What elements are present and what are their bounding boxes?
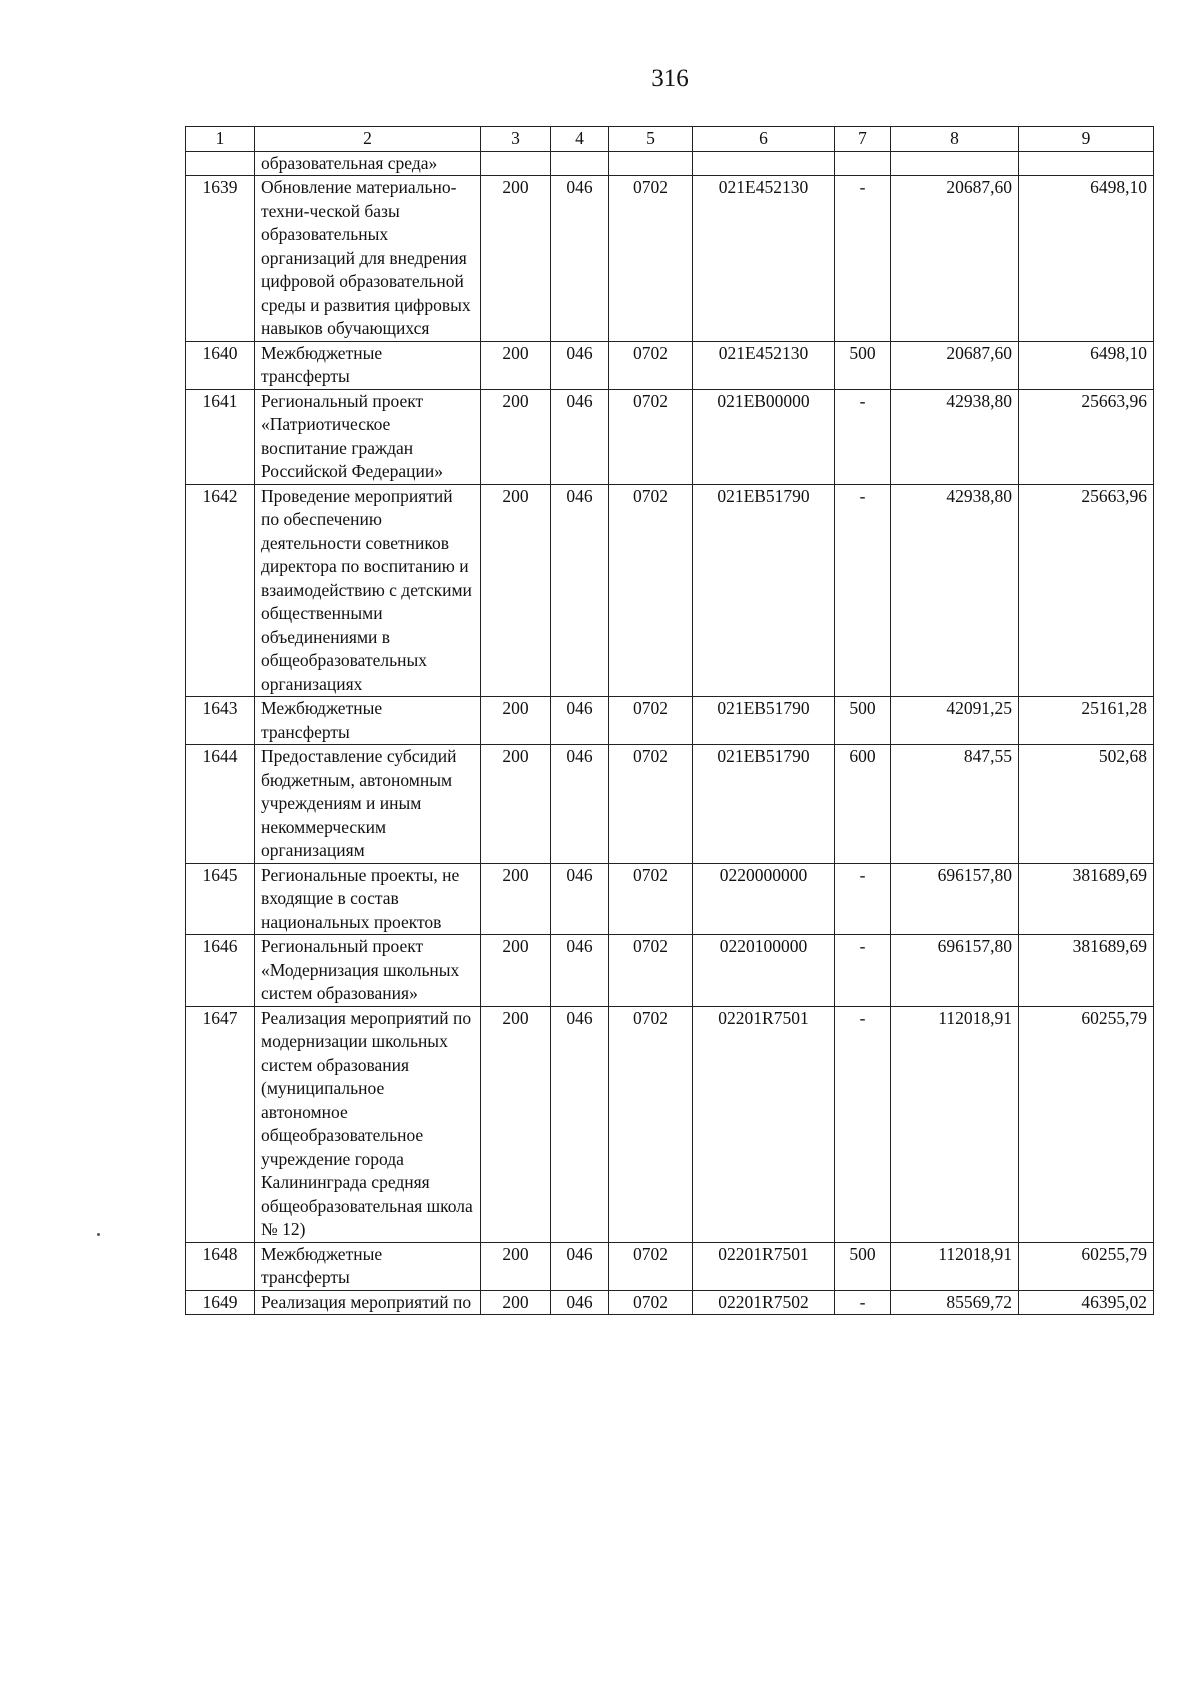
table-row <box>186 1290 1154 1315</box>
column-header: 7 <box>835 127 891 152</box>
cell-col-8: 20687,60 <box>891 176 1019 342</box>
scan-speck <box>97 1233 100 1236</box>
cell-row-number: 1642 <box>186 484 255 697</box>
cell-col-4: 046 <box>551 176 609 342</box>
cell-col-6: 02201R7501 <box>693 1242 835 1290</box>
cell-name: образовательная среда» <box>255 151 481 176</box>
cell-empty <box>693 151 835 176</box>
table-row <box>186 484 1154 697</box>
column-header: 3 <box>481 127 551 152</box>
cell-name: Реализация мероприятий по <box>255 1290 481 1315</box>
cell-empty <box>1019 151 1154 176</box>
cell-col-4: 046 <box>551 697 609 745</box>
cell-col-8: 847,55 <box>891 745 1019 864</box>
column-header: 5 <box>609 127 693 152</box>
table-row <box>186 1006 1154 1242</box>
cell-col-9: 25663,96 <box>1019 389 1154 484</box>
cell-col-4: 046 <box>551 484 609 697</box>
cell-empty <box>551 151 609 176</box>
cell-row-number: 1645 <box>186 863 255 935</box>
column-header: 8 <box>891 127 1019 152</box>
cell-col-9: 60255,79 <box>1019 1242 1154 1290</box>
cell-row-number: 1639 <box>186 176 255 342</box>
column-header: 6 <box>693 127 835 152</box>
cell-col-9: 25663,96 <box>1019 484 1154 697</box>
cell-col-5: 0702 <box>609 1290 693 1315</box>
cell-row-number: 1644 <box>186 745 255 864</box>
cell-col-9: 381689,69 <box>1019 863 1154 935</box>
cell-col-5: 0702 <box>609 484 693 697</box>
cell-num <box>186 151 255 176</box>
cell-col-7: - <box>835 176 891 342</box>
column-header: 2 <box>255 127 481 152</box>
cell-col-6: 021E452130 <box>693 341 835 389</box>
cell-col-4: 046 <box>551 863 609 935</box>
cell-col-3: 200 <box>481 863 551 935</box>
cell-name: Региональные проекты, не входящие в состав национальных проектов <box>255 863 481 935</box>
cell-col-6: 0220000000 <box>693 863 835 935</box>
cell-col-5: 0702 <box>609 697 693 745</box>
cell-col-6: 021E452130 <box>693 176 835 342</box>
cell-col-7: - <box>835 389 891 484</box>
cell-col-6: 0220100000 <box>693 935 835 1007</box>
table-row <box>186 935 1154 1007</box>
table-row <box>186 389 1154 484</box>
cell-row-number: 1647 <box>186 1006 255 1242</box>
cell-col-6: 021EB00000 <box>693 389 835 484</box>
cell-col-3: 200 <box>481 176 551 342</box>
cell-name: Проведение мероприятий по обеспечению деятельности советников директора по воспитанию и взаимодействию с детскими общественными объединениями в общеобразовательных организациях <box>255 484 481 697</box>
table-row <box>186 1242 1154 1290</box>
cell-col-8: 696157,80 <box>891 863 1019 935</box>
cell-empty <box>609 151 693 176</box>
cell-col-4: 046 <box>551 389 609 484</box>
cell-col-3: 200 <box>481 341 551 389</box>
cell-col-3: 200 <box>481 1242 551 1290</box>
cell-name: Региональный проект «Патриотическое воспитание граждан Российской Федерации» <box>255 389 481 484</box>
cell-col-4: 046 <box>551 1290 609 1315</box>
cell-col-3: 200 <box>481 484 551 697</box>
cell-row-number: 1646 <box>186 935 255 1007</box>
cell-col-7: - <box>835 484 891 697</box>
column-header: 9 <box>1019 127 1154 152</box>
header-row <box>186 127 1154 152</box>
cell-col-8: 85569,72 <box>891 1290 1019 1315</box>
cell-col-9: 25161,28 <box>1019 697 1154 745</box>
table-row <box>186 697 1154 745</box>
cell-row-number: 1640 <box>186 341 255 389</box>
cell-col-7: 500 <box>835 341 891 389</box>
cell-empty <box>481 151 551 176</box>
cell-name: Региональный проект «Модернизация школьных систем образования» <box>255 935 481 1007</box>
cell-row-number: 1649 <box>186 1290 255 1315</box>
cell-name: Межбюджетные трансферты <box>255 1242 481 1290</box>
cell-name: Межбюджетные трансферты <box>255 697 481 745</box>
cell-col-8: 42938,80 <box>891 484 1019 697</box>
cell-col-3: 200 <box>481 697 551 745</box>
cell-col-4: 046 <box>551 1006 609 1242</box>
cell-name: Предоставление субсидий бюджетным, автономным учреждениям и иным некоммерческим организациям <box>255 745 481 864</box>
cell-col-3: 200 <box>481 1290 551 1315</box>
column-header: 1 <box>186 127 255 152</box>
cell-col-3: 200 <box>481 389 551 484</box>
cell-row-number: 1643 <box>186 697 255 745</box>
cell-col-8: 112018,91 <box>891 1242 1019 1290</box>
page-number: 316 <box>651 65 689 92</box>
cell-col-6: 021EB51790 <box>693 697 835 745</box>
cell-col-8: 42938,80 <box>891 389 1019 484</box>
cell-col-6: 02201R7501 <box>693 1006 835 1242</box>
cell-col-4: 046 <box>551 745 609 864</box>
cell-col-5: 0702 <box>609 935 693 1007</box>
table-row <box>186 863 1154 935</box>
cell-col-7: 500 <box>835 1242 891 1290</box>
cell-col-9: 381689,69 <box>1019 935 1154 1007</box>
cell-col-9: 6498,10 <box>1019 341 1154 389</box>
cell-col-3: 200 <box>481 935 551 1007</box>
cell-col-9: 502,68 <box>1019 745 1154 864</box>
cell-col-5: 0702 <box>609 745 693 864</box>
cell-col-7: - <box>835 863 891 935</box>
cell-name: Реализация мероприятий по модернизации школьных систем образования (муниципальное автономное общеобразовательное учреждение города Калининграда средняя общеобразовательная школа № 12) <box>255 1006 481 1242</box>
cell-col-7: - <box>835 1006 891 1242</box>
cell-row-number: 1648 <box>186 1242 255 1290</box>
cell-col-7: 500 <box>835 697 891 745</box>
cell-col-3: 200 <box>481 1006 551 1242</box>
cell-col-6: 02201R7502 <box>693 1290 835 1315</box>
cell-col-5: 0702 <box>609 176 693 342</box>
table-row <box>186 341 1154 389</box>
cell-col-7: - <box>835 935 891 1007</box>
cell-col-5: 0702 <box>609 389 693 484</box>
cell-col-6: 021EB51790 <box>693 484 835 697</box>
cell-col-7: 600 <box>835 745 891 864</box>
cell-row-number: 1641 <box>186 389 255 484</box>
cell-col-9: 46395,02 <box>1019 1290 1154 1315</box>
cell-col-5: 0702 <box>609 341 693 389</box>
cell-col-9: 6498,10 <box>1019 176 1154 342</box>
cell-col-6: 021EB51790 <box>693 745 835 864</box>
cell-empty <box>891 151 1019 176</box>
cell-col-4: 046 <box>551 935 609 1007</box>
cell-col-5: 0702 <box>609 1242 693 1290</box>
cell-col-8: 42091,25 <box>891 697 1019 745</box>
cell-col-5: 0702 <box>609 1006 693 1242</box>
cell-col-5: 0702 <box>609 863 693 935</box>
cell-name: Обновление материально-техни-ческой базы образовательных организаций для внедрения цифровой образовательной среды и развития цифровых навыков обучающихся <box>255 176 481 342</box>
cell-col-8: 696157,80 <box>891 935 1019 1007</box>
cell-empty <box>835 151 891 176</box>
table-row <box>186 745 1154 864</box>
cell-col-4: 046 <box>551 1242 609 1290</box>
cell-col-9: 60255,79 <box>1019 1006 1154 1242</box>
cell-name: Межбюджетные трансферты <box>255 341 481 389</box>
cell-col-8: 20687,60 <box>891 341 1019 389</box>
table-row <box>186 176 1154 342</box>
cell-col-3: 200 <box>481 745 551 864</box>
budget-table <box>185 126 1154 1315</box>
continuation-row <box>186 151 1154 176</box>
cell-col-8: 112018,91 <box>891 1006 1019 1242</box>
column-header: 4 <box>551 127 609 152</box>
cell-col-4: 046 <box>551 341 609 389</box>
cell-col-7: - <box>835 1290 891 1315</box>
